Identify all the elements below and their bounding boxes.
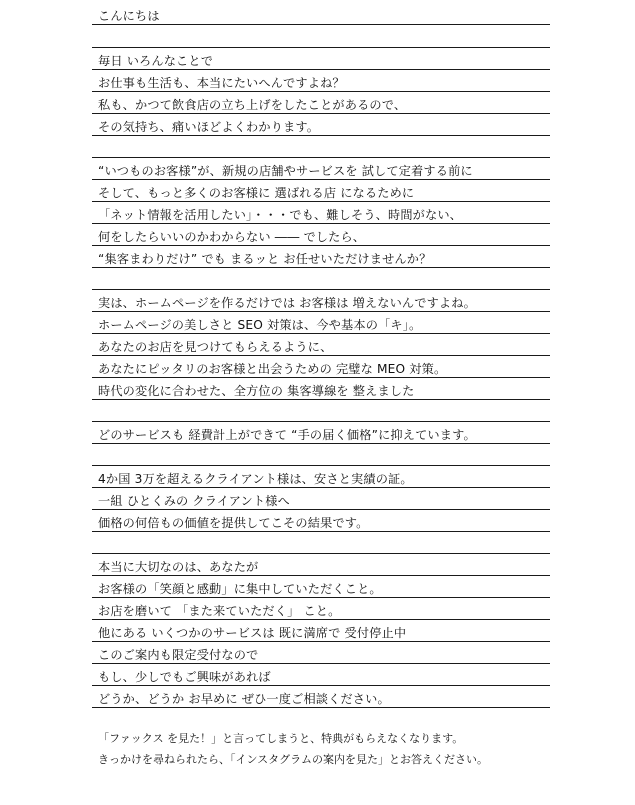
paragraph1-line: 私も、かつて飲食店の立ち上げをしたことがあるので、: [98, 98, 407, 112]
footer-note: きっかけを尋ねられたら、「インスタグラムの案内を見た」とお答えください。: [98, 753, 489, 766]
paragraph5-line: 価格の何倍もの価値を提供してこその結果です。: [98, 516, 369, 530]
ruled-line: [92, 443, 550, 444]
paragraph5-line: 4か国 3万を超えるクライアント様は、安さと実績の証。: [98, 472, 413, 486]
ruled-line: [92, 685, 550, 686]
ruled-line: [92, 663, 550, 664]
paragraph3-line: ホームページの美しさと SEO 対策は、今や基本の「キ」。: [98, 318, 422, 332]
ruled-line: [92, 553, 550, 554]
ruled-line: [92, 91, 550, 92]
ruled-line: [92, 465, 550, 466]
ruled-line: [92, 509, 550, 510]
paragraph2-line: “集客まわりだけ” でも まるッと お任せいただけませんか？: [98, 252, 432, 266]
paragraph1-line: その気持ち、痛いほどよくわかります。: [98, 120, 320, 134]
ruled-line: [92, 597, 550, 598]
paragraph2-line: 何をしたらいいのかわからない ―― でしたら、: [98, 230, 366, 244]
ruled-line: [92, 399, 550, 400]
paragraph1-line: お仕事も生活も、本当にたいへんですよね？: [98, 76, 345, 90]
ruled-line: [92, 267, 550, 268]
paragraph2-line: 「ネット情報を活用したい」・・・でも、難しそう、時間がない、: [98, 208, 463, 222]
paragraph6-line: お店を磨いて 「また来ていただく」 こと。: [98, 604, 341, 618]
ruled-line: [92, 531, 550, 532]
ruled-line: [92, 245, 550, 246]
ruled-line: [92, 289, 550, 290]
ruled-line: [92, 47, 550, 48]
paragraph3-line: 時代の変化に合わせた、全方位の 集客導線を 整えました: [98, 384, 415, 398]
greeting: こんにちは: [98, 9, 160, 23]
ruled-line: [92, 487, 550, 488]
paragraph7-line: 他にある いくつかのサービスは 既に満席で 受付停止中: [98, 626, 407, 640]
ruled-line: [92, 201, 550, 202]
paragraph2-line: そして、もっと多くのお客様に 選ばれる店 になるために: [98, 186, 415, 200]
paragraph5-line: 一組 ひとくみの クライアント様へ: [98, 494, 290, 508]
ruled-line: [92, 619, 550, 620]
ruled-line: [92, 157, 550, 158]
paragraph7-line: このご案内も限定受付なので: [98, 648, 259, 662]
paragraph7-line: どうか、どうか お早めに ぜひ一度ご相談ください。: [98, 692, 390, 706]
paragraph1-line: 毎日 いろんなことで: [98, 54, 214, 68]
ruled-line: [92, 355, 550, 356]
paragraph6-line: 本当に大切なのは、あなたが: [98, 560, 259, 574]
ruled-line: [92, 707, 550, 708]
ruled-line: [92, 135, 550, 136]
ruled-line: [92, 223, 550, 224]
paragraph3-line: あなたにピッタリのお客様と出会うための 完璧な MEO 対策。: [98, 362, 447, 376]
paragraph4-line: どのサービスも 経費計上ができて “手の届く価格”に抑えています。: [98, 428, 476, 442]
paragraph7-line: もし、少しでもご興味があれば: [98, 670, 271, 684]
paragraph2-line: “いつものお客様”が、新規の店舗やサービスを 試して定着する前に: [98, 164, 473, 178]
paragraph6-line: お客様の「笑顔と感動」に集中していただくこと。: [98, 582, 382, 596]
ruled-line: [92, 179, 550, 180]
ruled-line: [92, 377, 550, 378]
ruled-line: [92, 311, 550, 312]
ruled-line: [92, 24, 550, 25]
footer-note: 「ファックス を見た！」と言ってしまうと、特典がもらえなくなります。: [98, 732, 464, 745]
ruled-line: [92, 333, 550, 334]
ruled-line: [92, 113, 550, 114]
ruled-line: [92, 575, 550, 576]
paragraph3-line: あなたのお店を見つけてもらえるように、: [98, 340, 333, 354]
paragraph3-line: 実は、ホームページを作るだけでは お客様は 増えないんですよね。: [98, 296, 476, 310]
ruled-line: [92, 641, 550, 642]
ruled-line: [92, 69, 550, 70]
ruled-line: [92, 421, 550, 422]
